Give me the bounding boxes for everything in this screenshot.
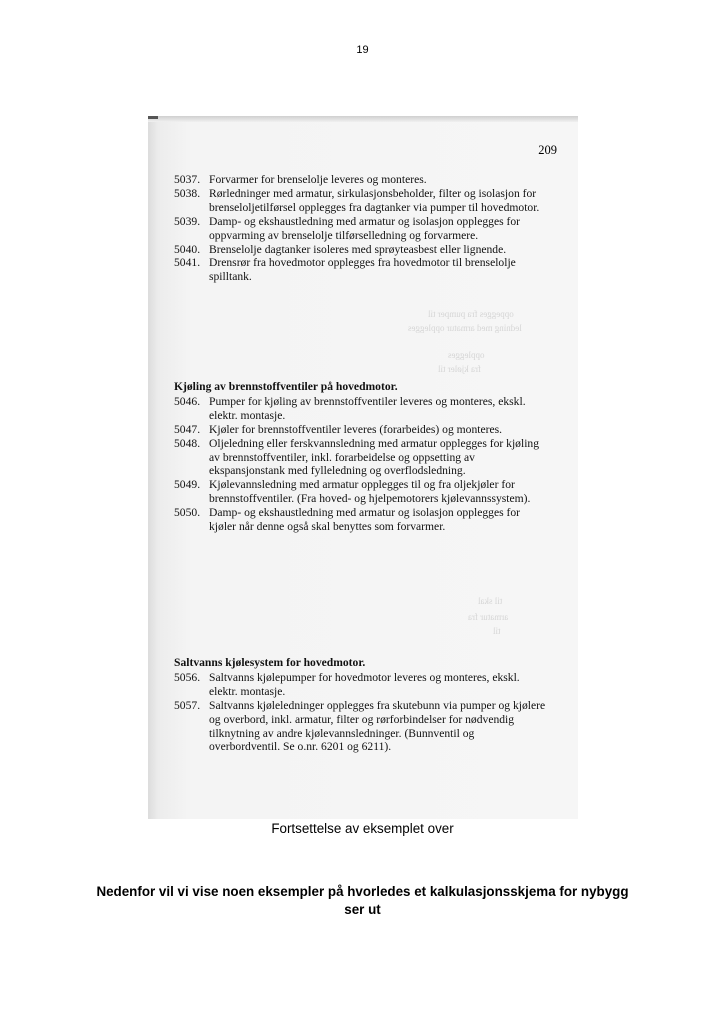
item-text: Rørledninger med armatur, sirkulasjonsbeholder, filter og isolasjon for brenseloljetilførsel opplegges fra dagtanker via pumper til hovedmotor. [209,186,540,214]
item-number: 5038. [174,186,201,200]
list-item [174,671,546,699]
scan-top-edge [148,116,578,122]
item-number: 5057. [174,698,201,712]
section-saltwater-cooling [174,656,546,754]
list-item [174,215,546,243]
bleed-through-text: ledning med armatur opplegges [408,323,522,333]
item-number: 5049. [174,478,201,492]
item-number: 5047. [174,422,201,436]
item-number: 5041. [174,256,201,270]
bleed-through-text: til [493,626,501,636]
list-item [174,478,546,506]
item-text: Drensrør fra hovedmotor opplegges fra hovedmotor til brenselolje spilltank. [209,256,516,284]
item-text: Pumper for kjøling av brennstoffventiler leveres og monteres, ekskl. elektr. montasje. [209,394,526,422]
item-text: Brenselolje dagtanker isoleres med sprøyteasbest eller lignende. [209,242,507,256]
item-text: Oljeledning eller ferskvannsledning med armatur opplegges for kjøling av brennstoffventiler, inkl. forarbeidelse og oppsetting av ekspansjonstank med fylleledning og overflodsledning. [209,436,540,478]
item-number: 5048. [174,436,201,450]
item-text: Damp- og ekshaustledning med armatur og isolasjon opplegges for oppvarming av brenselolje tilførselledning og forvarmere. [209,214,521,242]
item-number: 5046. [174,394,201,408]
bleed-through-text: oppegges fra pumper til [428,309,514,319]
item-number: 5039. [174,214,201,228]
scan-caption: Fortsettelse av eksemplet over [271,821,454,836]
bleed-through-text: armatur fra [468,612,509,622]
item-text: Damp- og ekshaustledning med armatur og isolasjon opplegges for kjøler når denne også skal benyttes som forvarmer. [209,506,521,534]
footer-heading: Nedenfor vil vi vise noen eksempler på hvorledes et kalkulasjonsskjema for nybygg ser ut [96,884,629,917]
item-text: Kjølevannsledning med armatur opplegges til og fra oljekjøler for brennstoffventiler. (Fra hoved- og hjelpemotorers kjølevannssystem). [209,478,531,506]
list-item [174,699,546,755]
item-number: 5040. [174,242,201,256]
item-number: 5037. [174,173,201,186]
item-number: 5050. [174,506,201,520]
page-number: 19 [356,44,369,56]
scanned-book-page [148,116,578,819]
list-item [174,395,546,423]
bleed-through-text: til skal [478,596,503,606]
item-number: 5056. [174,670,201,684]
list-item [174,187,546,215]
item-text: Forvarmer for brenselolje leveres og monteres. [209,173,427,186]
item-text: Kjøler for brennstoffventiler leveres (forarbeides) og monteres. [209,422,503,436]
item-text: Saltvanns kjølepumper for hovedmotor leveres og monteres, ekskl. elektr. montasje. [209,670,520,698]
list-item [174,423,546,437]
section-heading: Saltvanns kjølesystem for hovedmotor. [174,656,366,669]
item-text: Saltvanns kjøleledninger opplegges fra skutebunn via pumper og kjølere og overbord, inkl. armatur, filter og rørforbindelser for nødvendig tilknytning av andre kjølevannsledninger. (Bunnventil og overbordventil. Se o.nr. 6201 og 6211). [209,698,546,754]
list-item [174,256,546,284]
section-fuel-valve-cooling [174,380,546,534]
bleed-through-text: opplegges [448,350,485,360]
list-item [174,437,546,479]
bleed-through-text: fra kjøler til [438,364,481,374]
list-item [174,506,546,534]
list-item [174,173,546,187]
section-heading: Kjøling av brennstoffventiler på hovedmotor. [174,380,398,393]
book-page-number: 209 [538,143,557,157]
list-item [174,243,546,257]
scan-corner-mark [148,116,158,119]
section-fuel-oil [174,173,546,284]
